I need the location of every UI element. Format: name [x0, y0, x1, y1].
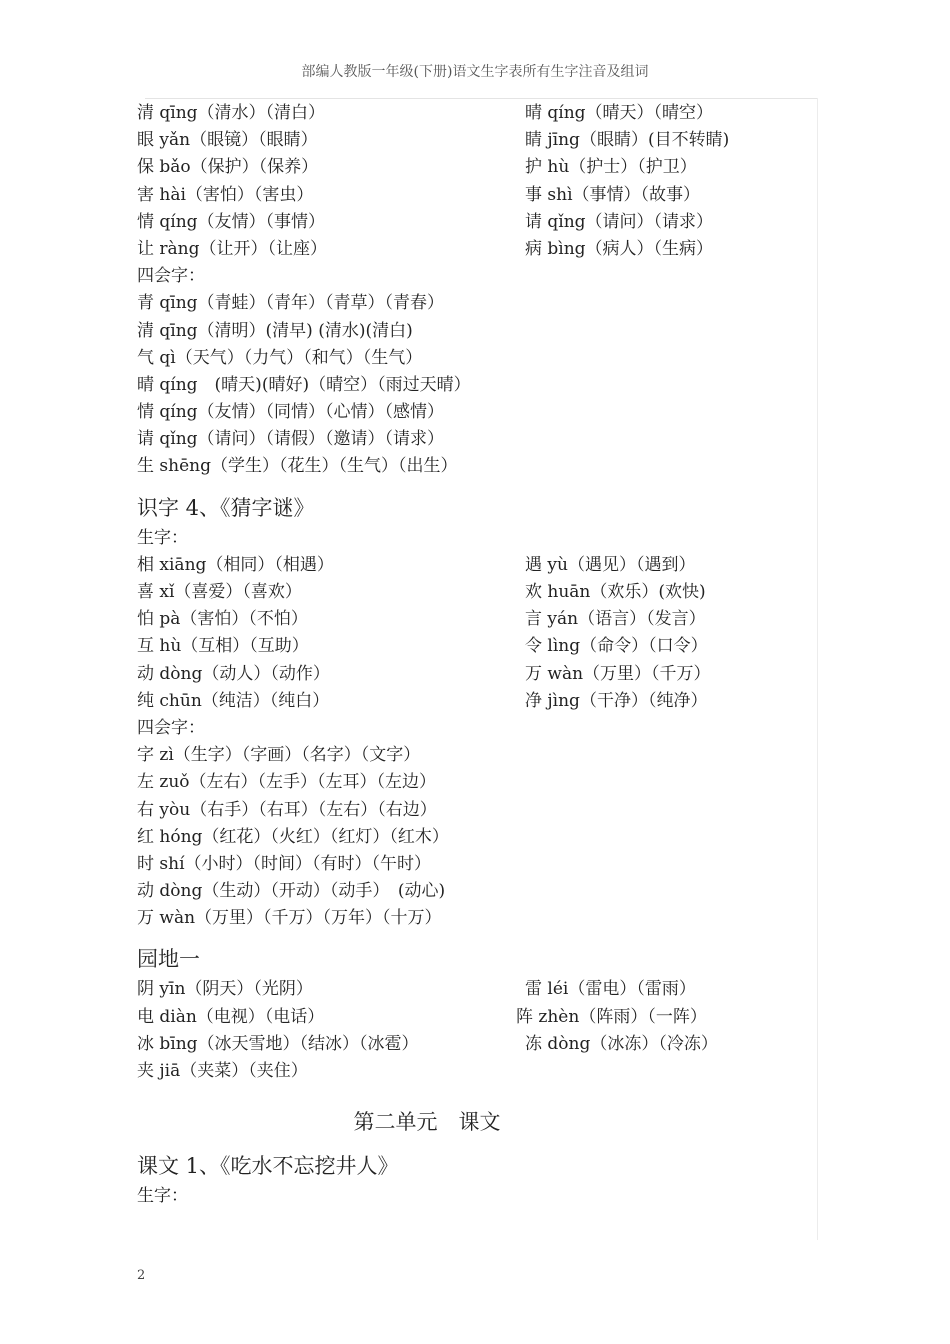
char-row	[137, 606, 817, 633]
char-entry: 纯 chūn（纯洁）（纯白）	[137, 690, 330, 711]
sec2-char-pairs	[137, 552, 817, 715]
section-title: 课文 1、《吃水不忘挖井人》	[137, 1154, 399, 1179]
char-entry: 阵 zhèn（阵雨）（一阵）	[516, 1006, 707, 1027]
char-entry: 冰 bīng（冰天雪地）（结冰）（冰雹）	[137, 1033, 419, 1054]
char-row	[137, 579, 817, 606]
char-entry: 眼 yǎn（眼镜）（眼睛）	[137, 130, 318, 151]
char-entry: 保 bǎo（保护）（保养）	[137, 157, 319, 178]
list-item: 晴 qíng (晴天)(晴好)（晴空）（雨过天晴）	[137, 374, 471, 395]
char-row	[137, 552, 817, 579]
char-entry: 让 ràng（让开）（让座）	[137, 238, 327, 259]
char-entry: 夹 jiā（夹菜）（夹住）	[137, 1061, 308, 1081]
char-entry: 电 diàn（电视）（电话）	[137, 1006, 325, 1027]
top-divider	[145, 98, 817, 99]
char-row	[137, 154, 817, 181]
char-entry	[525, 1058, 817, 1085]
right-divider	[817, 98, 818, 1240]
char-entry: 清 qīng（清水）（清白）	[137, 103, 326, 123]
sec1-four-list	[137, 290, 817, 480]
char-row	[137, 1004, 817, 1031]
document-body	[137, 100, 817, 1210]
char-row	[137, 182, 817, 209]
sec3-char-pairs	[137, 976, 817, 1085]
char-entry: 怕 pà（害怕）（不怕）	[137, 609, 308, 630]
char-entry: 喜 xǐ（喜爱）（喜欢）	[137, 582, 302, 602]
shengzi-label: 生字：	[137, 1186, 188, 1207]
sec1-char-pairs	[137, 100, 817, 263]
sec2-four-list	[137, 742, 817, 932]
char-entry: 欢 huān（欢乐）(欢快)	[525, 582, 706, 602]
char-entry: 相 xiāng（相同）（相遇）	[137, 554, 334, 575]
char-entry: 护 hù（护士）（护卫）	[525, 157, 697, 178]
section-title: 园地一	[137, 947, 200, 972]
list-item: 清 qīng（清明）(清早) (清水)(清白)	[137, 320, 413, 341]
list-item: 气 qì（天气）（力气）（和气）（生气）	[137, 347, 423, 368]
list-item: 生 shēng（学生）（花生）（生气）（出生）	[137, 456, 458, 477]
char-entry: 令 lìng（命令）（口令）	[525, 636, 708, 657]
char-row	[137, 127, 817, 154]
char-row	[137, 661, 817, 688]
char-entry: 雷 léi（雷电）（雷雨）	[525, 979, 696, 1000]
shengzi-label: 生字：	[137, 527, 188, 548]
page-number: 2	[137, 1268, 146, 1283]
list-item: 时 shí（小时）（时间）（有时）（午时）	[137, 853, 432, 874]
list-item: 青 qīng（青蛙）（青年）（青草）（青春）	[137, 293, 445, 314]
list-item: 左 zuǒ（左右）（左手）（左耳）（左边）	[137, 772, 437, 793]
char-entry: 冻 dòng（冰冻）（冷冻）	[525, 1033, 718, 1054]
char-entry: 净 jìng（干净）（纯净）	[525, 690, 708, 711]
char-row	[137, 688, 817, 715]
page-header: 部编人教版一年级(下册)语文生字表所有生字注音及组词	[301, 64, 649, 80]
char-entry: 病 bìng（病人）（生病）	[525, 238, 714, 259]
char-row	[137, 633, 817, 660]
list-item: 万 wàn（万里）（千万）（万年）（十万）	[137, 908, 442, 929]
list-item: 右 yòu（右手）（右耳）（左右）（右边）	[137, 799, 437, 820]
char-entry: 动 dòng（动人）（动作）	[137, 663, 330, 684]
list-item: 请 qǐng（请问）（请假）（邀请）（请求）	[137, 429, 445, 450]
char-row	[137, 100, 817, 127]
char-row	[137, 1031, 817, 1058]
char-row	[137, 1058, 817, 1085]
char-entry: 互 hù（互相）（互助）	[137, 636, 309, 657]
unit-title: 第二单元 课文	[353, 1110, 501, 1135]
sihuizi-label: 四会字：	[137, 717, 205, 738]
list-item: 字 zì（生字）（字画）（名字）（文字）	[137, 745, 421, 766]
char-entry: 事 shì（事情）（故事）	[525, 184, 701, 205]
char-entry: 阴 yīn（阴天）（光阴）	[137, 979, 313, 1000]
char-entry: 遇 yù（遇见）（遇到）	[525, 554, 696, 575]
char-entry: 害 hài（害怕）（害虫）	[137, 184, 314, 205]
char-entry: 情 qíng（友情）（事情）	[137, 211, 326, 232]
char-row	[137, 209, 817, 236]
char-entry: 请 qǐng（请问）（请求）	[525, 211, 714, 232]
char-row	[137, 236, 817, 263]
list-item: 红 hóng（红花）（火红）（红灯）（红木）	[137, 826, 449, 847]
char-entry: 万 wàn（万里）（千万）	[525, 663, 711, 684]
char-entry: 晴 qíng（晴天）（晴空）	[525, 103, 714, 123]
list-item: 动 dòng（生动）（开动）（动手） (动心)	[137, 881, 446, 902]
char-row	[137, 976, 817, 1003]
list-item: 情 qíng（友情）（同情）（心情）（感情）	[137, 402, 445, 423]
sihuizi-label: 四会字：	[137, 266, 205, 287]
section-title: 识字 4、《猜字谜》	[137, 495, 315, 520]
char-entry: 睛 jīng（眼睛）(目不转睛)	[525, 130, 730, 151]
char-entry: 言 yán（语言）（发言）	[525, 609, 706, 630]
